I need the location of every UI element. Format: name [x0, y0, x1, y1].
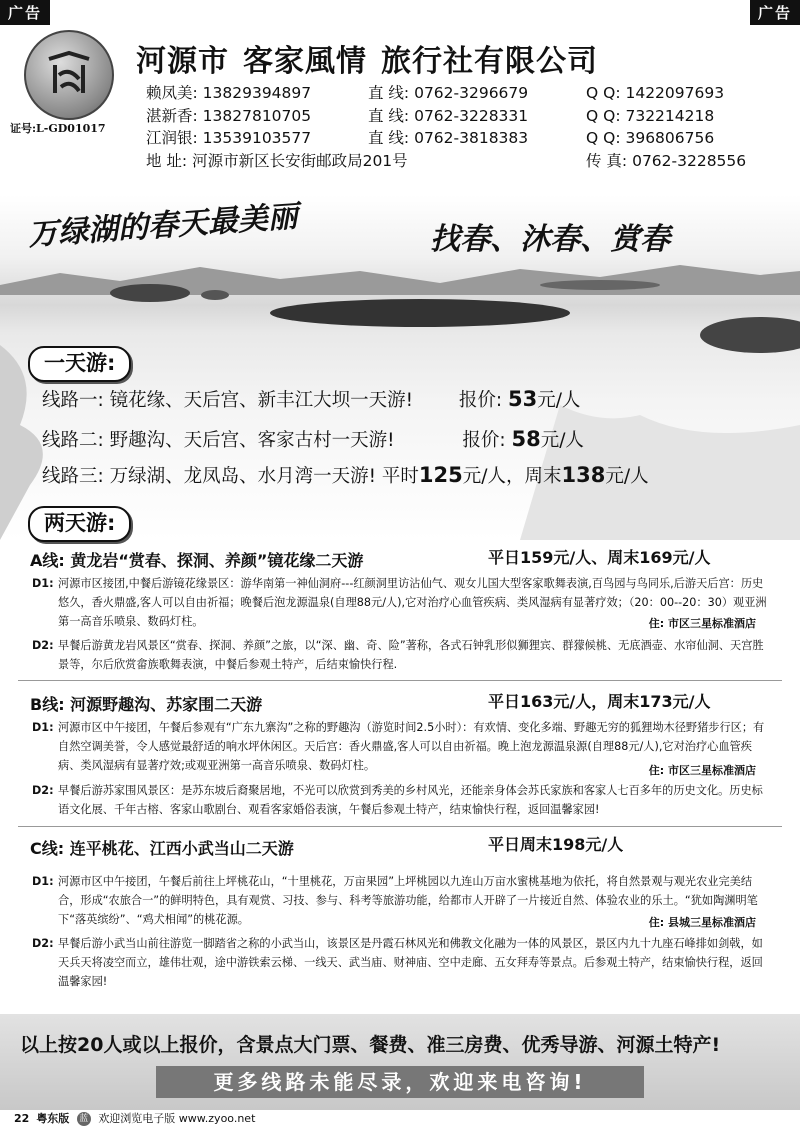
title-city: 河源市 [136, 44, 229, 79]
contact-name: 湛新香: 13827810705 [146, 106, 312, 125]
line-a-day2 [32, 636, 770, 674]
route-unit: 元/人 [605, 466, 649, 487]
logo-symbol-icon [39, 45, 99, 105]
route-unit: 元/人 [540, 430, 584, 451]
one-day-heading: 一天游: [28, 346, 131, 382]
slogan-right: 找春、沐春、赏春 [430, 222, 670, 257]
divider [18, 826, 782, 827]
line-b-hotel: 住: 市区三星标准酒店 [648, 764, 756, 777]
route-2 [42, 426, 584, 452]
contact-qq: Q Q: 396806756 [586, 129, 715, 147]
contact-name: 江润银: 13539103577 [146, 129, 312, 147]
edition: 粤东版 [36, 1112, 70, 1125]
contact-row [146, 82, 746, 105]
islands [0, 275, 800, 355]
route-price: 53 [507, 387, 538, 411]
title-style: 客家風情 [243, 44, 367, 79]
contact-row [146, 127, 746, 150]
day-text: 早餐后游小武当山前往游览一脚踏省之称的小武当山，该景区是丹霞石林风光和佛教文化融为一体的风景区，景区内九十九座石峰排如剑戟，如天兵天将凌空而立，雄伟壮观，途中游铁索云梯、一线天、武当庙、财神庙、空中走廊、五女拜寿等景点。后参观土特产，结束愉快行程，返回温馨家园! [58, 937, 763, 988]
line-a-price: 平日159元/人、周末169元/人 [488, 548, 711, 567]
day-label: D2: [32, 639, 54, 652]
edition-badge: 蓝 [77, 1112, 91, 1126]
day-label: D2: [32, 937, 54, 950]
route-price: 58 [511, 427, 541, 451]
route-1 [42, 386, 580, 412]
ad-tag-left: 广告 [0, 0, 50, 25]
divider [18, 680, 782, 681]
line-b-day2 [32, 781, 770, 819]
license-number: 证号:L-GD01017 [10, 122, 106, 135]
ad-tag-right: 广告 [750, 0, 800, 25]
two-day-heading: 两天游: [28, 506, 131, 542]
page-number: 22 [14, 1112, 30, 1125]
line-b-price: 平日163元/人，周末173元/人 [488, 692, 711, 711]
route-price-weekend: 138 [561, 463, 606, 487]
website-link[interactable]: 欢迎浏览电子版 www.zyoo.net [98, 1112, 256, 1125]
company-logo [24, 30, 114, 120]
line-c-day2 [32, 934, 770, 991]
contact-name: 赖凤美: 13829394897 [146, 84, 312, 102]
address: 地 址: 河源市新区长安街邮政局201号 [146, 151, 408, 170]
company-title [136, 36, 598, 80]
route-price-label: 报价: [458, 390, 503, 411]
line-a-hotel: 住: 市区三星标准酒店 [648, 617, 756, 630]
line-b-title: B线: 河源野趣沟、苏家围二天游 [30, 695, 263, 714]
title-company: 旅行社有限公司 [381, 44, 598, 79]
day-text: 河源市区中午接团，午餐后前往上坪桃花山，“十里桃花，万亩果园”上坪桃园以九连山万亩水蜜桃基地为依托，将自然景观与观光农业完美结合，形成“农旅合一”的鲜明特色，具有观赏、习技、参与、科考等旅游功能，给都市人开辟了一片接近自然、体验农业的乐土。“犹如陶渊明笔下“落英缤纷”、“鸡犬相闻”的桃花源。 [58, 875, 758, 926]
contact-row [146, 105, 746, 128]
contact-block [146, 82, 746, 172]
route-mid: 元/人，周末 [462, 466, 562, 487]
contact-line: 直 线: 0762-3818383 [368, 129, 529, 147]
day-text: 早餐后游黄龙岩风景区“赏春、探洞、养颜”之旅，以“深、幽、奇、险”著称，各式石钟乳形似狮狸宾、群獴候桃、无底酒壶、水帘仙洞、天宫胜景等，尔后欣赏畲族歌舞表演，中餐后参观土特产，后结束愉快行程. [58, 639, 764, 671]
day-text: 河源市区接团,中餐后游镜花缘景区：游华南第一神仙洞府---红颜洞里访沾仙气、观女儿国大型客家歌舞表演,百鸟园与鸟同乐,后游天后宫：历史悠久，香火鼎盛,客人可以自由祈福；晚餐后泡龙源温泉(自理88元/人),它对治疗心血管疾病、类风湿病有显著疗效；（20：00--20：30）观亚洲第一高音乐喷泉、数码灯柱。 [58, 577, 767, 628]
route-price-label: 报价: [462, 430, 506, 451]
contact-line: 直 线: 0762-3228331 [368, 106, 529, 125]
slogan-left: 万绿湖的春天最美丽 [27, 199, 299, 253]
day-label: D1: [32, 721, 54, 734]
route-unit: 元/人 [537, 390, 581, 411]
fax: 传 真: 0762-3228556 [586, 151, 747, 170]
day-text: 河源市区中午接团，午餐后参观有“广东九寨沟”之称的野趣沟（游览时间2.5小时）：有欢情、变化多端、野趣无穷的狐狸坳木径野猪步行区；有自然空调美誉，令人感觉最舒适的响水坪休闲区。天后宫：香火鼎盛,客人可以自由祈福。晚上泡龙源温泉源(自理88元/人),它对治疗心血管疾病、类风湿病有显著疗效;或观亚洲第一高音乐喷泉、数码灯柱。 [58, 721, 765, 772]
line-a-title: A线: 黄龙岩“赏春、探洞、养颜”镜花缘二天游 [30, 551, 364, 570]
line-c-hotel: 住: 县城三星标准酒店 [648, 916, 756, 929]
contact-qq: Q Q: 1422097693 [586, 84, 725, 102]
route-text: 线路二: 野趣沟、天后宫、客家古村一天游! [42, 430, 395, 451]
day-label: D2: [32, 784, 54, 797]
route-text: 线路一: 镜花缘、天后宫、新丰江大坝一天游! [42, 390, 414, 411]
day-label: D1: [32, 577, 54, 590]
contact-qq: Q Q: 732214218 [586, 106, 715, 125]
line-c-title: C线: 连平桃花、江西小武当山二天游 [30, 839, 294, 858]
route-price: 125 [418, 463, 463, 487]
price-note: 以上按20人或以上报价，含景点大门票、餐费、准三房费、优秀导游、河源土特产! [20, 1034, 721, 1056]
route-text: 线路三: 万绿湖、龙凤岛、水月湾一天游! 平时 [42, 466, 419, 487]
route-3 [42, 462, 649, 488]
day-label: D1: [32, 875, 54, 888]
address-row [146, 150, 746, 173]
page-footer [14, 1110, 255, 1126]
contact-line: 直 线: 0762-3296679 [368, 84, 529, 102]
line-c-price: 平日周末198元/人 [488, 835, 624, 854]
call-banner: 更多线路未能尽录，欢迎来电咨询! [156, 1066, 644, 1098]
day-text: 早餐后游苏家围风景区：是苏东坡后裔聚居地，不光可以欣赏到秀美的乡村风光，还能亲身体会苏氏家族和客家人七百多年的历史文化。历史标语文化展、千年古榕、客家山歌剧台、观看客家婚俗表演，午餐后参观土特产，结束愉快行程，返回温馨家园! [58, 784, 763, 816]
